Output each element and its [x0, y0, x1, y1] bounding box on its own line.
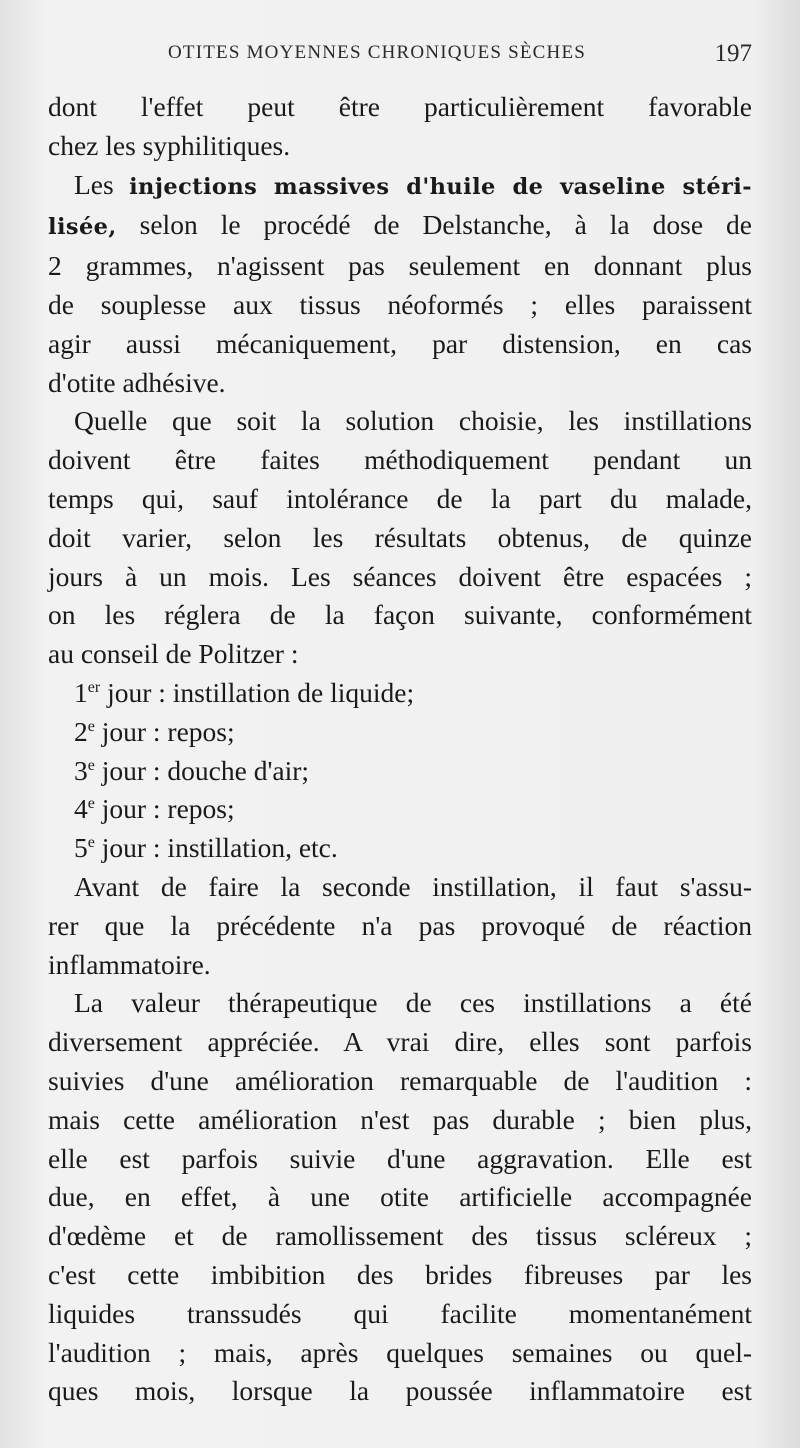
text-line: rer que la précédente n'a pas provoqué de réaction: [48, 909, 752, 941]
schedule-text: jour : instillation de liquide;: [100, 676, 415, 708]
text-line: suivies d'une amélioration remarquable de l'audition :: [48, 1064, 752, 1096]
day-number: 1: [74, 676, 88, 708]
paragraph-5: [48, 984, 752, 1411]
text-line: d'œdème et de ramollissement des tissus scléreux ;: [48, 1220, 752, 1252]
ordinal-suffix: e: [87, 756, 95, 774]
text-line: La valeur thérapeutique de ces instillations a été: [74, 987, 752, 1019]
schedule-text: jour : douche d'air;: [94, 754, 310, 786]
text-line: doit varier, selon les résultats obtenus, de quinze: [48, 521, 752, 553]
day-number: 3: [74, 754, 88, 786]
text-line: de souplesse aux tissus néoformés ; elles paraissent: [48, 288, 752, 320]
text-line: due, en effet, à une otite artificielle accompagnée: [48, 1181, 752, 1213]
text-run: selon le procédé de Delstanche, à la dose de: [116, 209, 752, 241]
text-line: [48, 206, 752, 247]
bold-term: injections massives d'huile de vaseline stéri-: [129, 173, 752, 200]
text-line: 2 grammes, n'agissent pas seulement en donnant plus: [48, 250, 752, 282]
paragraph-2: [48, 166, 752, 403]
text-line: chez les syphilitiques.: [48, 129, 291, 161]
day-number: 5: [74, 832, 88, 864]
text-line: dont l'effet peut être particulièrement favorable: [48, 91, 752, 122]
page-header: [48, 40, 752, 76]
paragraph-1: [48, 88, 752, 166]
day-number: 2: [74, 715, 88, 747]
text-line: liquides transsudés qui facilite momentanément: [48, 1297, 752, 1329]
text-line: au conseil de Politzer :: [48, 638, 299, 670]
text-line: mais cette amélioration n'est pas durable ; bien plus,: [48, 1103, 752, 1135]
day-number: 4: [74, 793, 88, 825]
schedule-text: jour : repos;: [94, 793, 235, 825]
text-line: Quelle que soit la solution choisie, les instillations: [74, 405, 752, 437]
text-line: agir aussi mécaniquement, par distension, en cas: [48, 327, 752, 359]
text-line: jours à un mois. Les séances doivent être espacées ;: [48, 560, 752, 592]
text-line: on les réglera de la façon suivante, conformément: [48, 599, 752, 631]
text-line: ques mois, lorsque la poussée inflammatoire est: [48, 1375, 752, 1407]
paragraph-4: [48, 868, 752, 984]
bold-term: lisée,: [48, 214, 117, 241]
schedule-item: [48, 829, 752, 868]
text-line: inflammatoire.: [48, 948, 211, 980]
body-text: [48, 88, 752, 1411]
ordinal-suffix: e: [87, 795, 95, 813]
text-run: Les: [74, 168, 130, 200]
text-line: d'otite adhésive.: [48, 366, 226, 398]
schedule-text: jour : instillation, etc.: [94, 832, 338, 864]
schedule-item: [48, 674, 752, 713]
ordinal-suffix: e: [87, 834, 95, 852]
text-line: [48, 166, 752, 207]
text-line: doivent être faites méthodiquement pendant un: [48, 444, 752, 476]
page-number: 197: [714, 40, 752, 67]
ordinal-suffix: er: [87, 678, 101, 696]
running-title: OTITES MOYENNES CHRONIQUES SÈCHES: [168, 42, 587, 63]
schedule-list: [48, 674, 752, 868]
schedule-item: [48, 713, 752, 752]
schedule-item: [48, 790, 752, 829]
text-line: elle est parfois suivie d'une aggravation. Elle est: [48, 1142, 752, 1174]
text-line: temps qui, sauf intolérance de la part du malade,: [48, 482, 752, 514]
ordinal-suffix: e: [87, 717, 95, 735]
text-line: c'est cette imbibition des brides fibreuses par les: [48, 1258, 752, 1290]
text-line: Avant de faire la seconde instillation, il faut s'assu-: [74, 870, 752, 902]
schedule-item: [48, 752, 752, 791]
paragraph-3: [48, 402, 752, 674]
schedule-text: jour : repos;: [94, 715, 235, 747]
text-line: l'audition ; mais, après quelques semaines ou quel-: [48, 1336, 752, 1368]
text-line: diversement appréciée. A vrai dire, elles sont parfois: [48, 1026, 752, 1058]
